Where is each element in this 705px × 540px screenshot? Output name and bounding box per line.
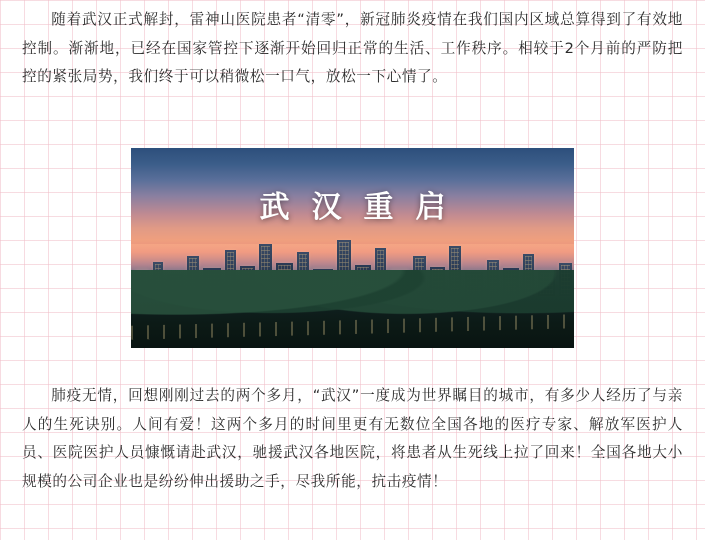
paragraph-2: 肺疫无情，回想刚刚过去的两个多月，“武汉”一度成为世界瞩目的城市，有多少人经历了与亲人的生死诀别。人间有爱！这两个多月的时间里更有无数位全国各地的医疗专家、解放军医护人员、医院医护人员慷慨请赴武汉，驰援武汉各地医院，将患者从生死线上拉了回来！全国各地大小规模的公司企业也是纷纷伸出援助之手，尽我所能，抗击疫情！ <box>22 387 683 490</box>
wuhan-skyline-photo <box>131 148 574 348</box>
foreground-trees <box>131 270 574 348</box>
figure-headline: 武汉重启 <box>259 190 468 225</box>
article-figure <box>131 148 574 348</box>
road-lights <box>131 314 574 340</box>
paragraph-1: 随着武汉正式解封，雷神山医院患者“清零”，新冠肺炎疫情在我们国内区域总算得到了有效地控制。渐渐地，已经在国家管控下逐渐开始回归正常的生活、工作秩序。相较于2个月前的严防把控的紧张局势，我们终于可以稍微松一口气，放松一下心情了。 <box>22 11 683 85</box>
